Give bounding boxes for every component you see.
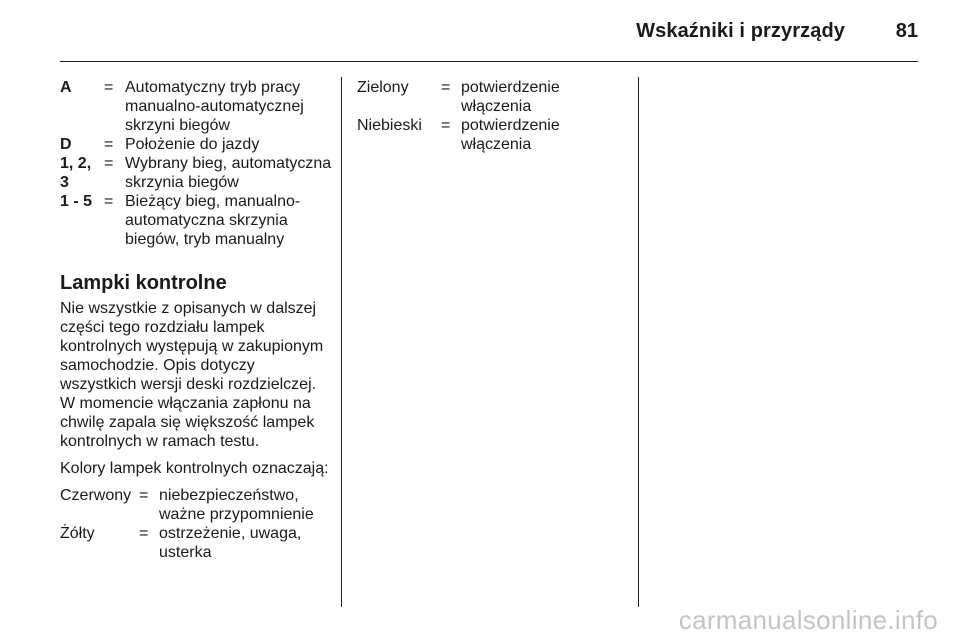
middle-column [357, 78, 632, 154]
color-meaning: potwierdzenie włączenia [461, 79, 560, 115]
page-header-title: Wskaźniki i przyrządy [636, 20, 845, 42]
key-description: Wybrany bieg, automatyczna skrzynia biegów [125, 155, 332, 191]
key-row-1-2-3 [60, 154, 335, 192]
indicator-key-table [60, 78, 335, 249]
equals-sign: = [139, 487, 149, 504]
color-row-green [357, 78, 632, 116]
color-name: Zielony [357, 79, 409, 96]
page-number: 81 [895, 20, 918, 42]
color-meaning-table [357, 78, 632, 154]
body-paragraph: Nie wszystkie z opisanych w dalszej części tego rozdziału lampek kontrolnych występują w zakupionym samochodzie. Opis dotyczy wszystkich wersji deski rozdzielczej. W momencie włączania zapłonu na chwilę zapala się większość lampek kontrolnych w ramach testu. [60, 300, 324, 450]
key-description: Położenie do jazdy [125, 136, 260, 153]
equals-sign: = [104, 193, 114, 210]
equals-sign: = [139, 525, 149, 542]
key-row-a [60, 78, 335, 135]
equals-sign: = [104, 136, 114, 153]
left-column [60, 78, 335, 562]
column-divider [341, 77, 342, 607]
key-label: 1, 2, 3 [60, 155, 92, 191]
color-row-blue [357, 116, 632, 154]
color-meaning: potwierdzenie włączenia [461, 117, 560, 153]
watermark: carmanualsonline.info [678, 605, 938, 635]
color-name: Żółty [60, 525, 95, 542]
color-row-yellow [60, 524, 335, 562]
key-label: D [60, 136, 72, 153]
key-label: 1 - 5 [60, 193, 93, 210]
color-row-red [60, 486, 335, 524]
color-name: Niebieski [357, 117, 422, 134]
section-heading: Lampki kontrolne [60, 272, 227, 294]
key-description: Bieżący bieg, manualno-automatyczna skrzynia biegów, tryb manualny [125, 193, 301, 248]
equals-sign: = [104, 79, 114, 96]
key-label: A [60, 79, 72, 96]
key-row-1-5 [60, 192, 335, 249]
key-row-d [60, 135, 335, 154]
body-paragraph: Kolory lampek kontrolnych oznaczają: [60, 460, 329, 477]
header-rule [60, 61, 918, 62]
equals-sign: = [441, 79, 451, 96]
equals-sign: = [104, 155, 114, 172]
key-description: Automatyczny tryb pracy manualno-automatycznej skrzyni biegów [125, 79, 304, 134]
color-name: Czerwony [60, 487, 132, 504]
color-meaning: ostrzeżenie, uwaga, usterka [159, 525, 302, 561]
color-meaning-table [60, 486, 335, 562]
column-divider [638, 77, 639, 607]
color-meaning: niebezpieczeństwo, ważne przypomnienie [159, 487, 314, 523]
equals-sign: = [441, 117, 451, 134]
